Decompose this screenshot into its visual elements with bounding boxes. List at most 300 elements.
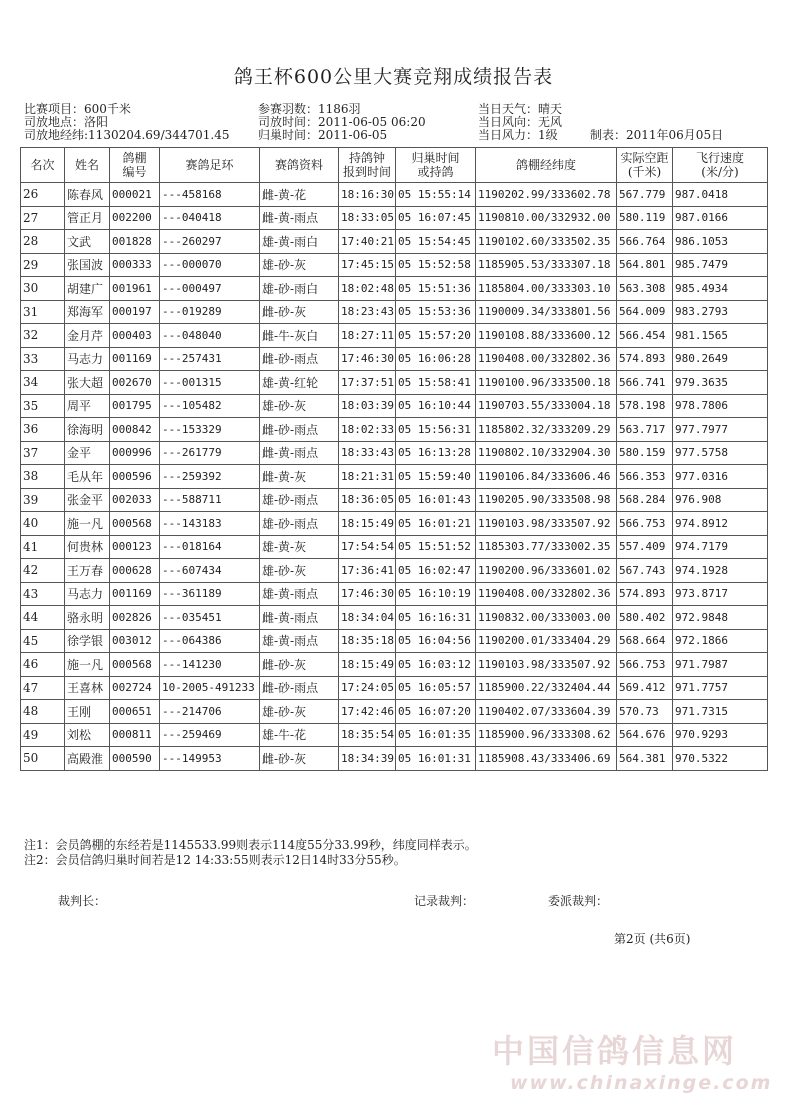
table-row (21, 559, 768, 583)
cell-pigeon-info: 雄-黄-红轮 (260, 371, 339, 395)
cell-clock-time: 17:46:30 (339, 582, 396, 606)
cell-rank: 27 (21, 206, 65, 230)
cell-loft-coords: 1190703.55/333004.18 (476, 394, 617, 418)
cell-distance: 566.454 (617, 324, 673, 348)
cell-name: 刘松 (65, 723, 110, 747)
cell-clock-time: 18:34:04 (339, 606, 396, 630)
cell-name: 文武 (65, 230, 110, 254)
cell-speed: 971.7757 (673, 676, 768, 700)
chief-judge-label: 裁判长： (58, 894, 107, 908)
race-item: 比赛项目：600千米 (24, 102, 131, 116)
table-header-row (21, 148, 768, 183)
cell-arrival: 05 16:01:43 (396, 488, 476, 512)
cell-loft-no: 001795 (110, 394, 160, 418)
cell-ring: ---153329 (160, 418, 260, 442)
cell-ring: ---105482 (160, 394, 260, 418)
cell-rank: 39 (21, 488, 65, 512)
cell-loft-no: 002724 (110, 676, 160, 700)
cell-distance: 570.73 (617, 700, 673, 724)
cell-loft-no: 000842 (110, 418, 160, 442)
note-1: 注1：会员鸽棚的东经若是1145533.99则表示114度55分33.99秒，纬度同样表示。 (24, 838, 477, 852)
cell-loft-coords: 1190832.00/333003.00 (476, 606, 617, 630)
table-row (21, 206, 768, 230)
cell-clock-time: 17:54:54 (339, 535, 396, 559)
cell-rank: 32 (21, 324, 65, 348)
cell-loft-coords: 1190102.60/333502.35 (476, 230, 617, 254)
cell-arrival: 05 16:05:57 (396, 676, 476, 700)
cell-ring: ---458168 (160, 183, 260, 207)
cell-name: 王喜林 (65, 676, 110, 700)
cell-clock-time: 18:21:31 (339, 465, 396, 489)
cell-arrival: 05 16:02:47 (396, 559, 476, 583)
cell-clock-time: 17:40:21 (339, 230, 396, 254)
header-speed: 飞行速度 (米/分) (673, 148, 768, 183)
cell-loft-no: 001169 (110, 582, 160, 606)
cell-speed: 981.1565 (673, 324, 768, 348)
cell-rank: 26 (21, 183, 65, 207)
cell-arrival: 05 15:52:58 (396, 253, 476, 277)
table-row (21, 535, 768, 559)
cell-speed: 970.9293 (673, 723, 768, 747)
return-time: 归巢时间：2011-06-05 (258, 128, 388, 142)
cell-rank: 47 (21, 676, 65, 700)
cell-speed: 983.2793 (673, 300, 768, 324)
cell-rank: 40 (21, 512, 65, 536)
cell-pigeon-info: 雄-砂-灰 (260, 253, 339, 277)
cell-distance: 557.409 (617, 535, 673, 559)
cell-speed: 987.0166 (673, 206, 768, 230)
cell-distance: 568.664 (617, 629, 673, 653)
cell-arrival: 05 16:06:28 (396, 347, 476, 371)
cell-pigeon-info: 雄-黄-雨点 (260, 629, 339, 653)
cell-arrival: 05 16:01:35 (396, 723, 476, 747)
cell-pigeon-info: 雌-砂-灰 (260, 653, 339, 677)
cell-pigeon-info: 雄-砂-雨点 (260, 512, 339, 536)
cell-distance: 566.741 (617, 371, 673, 395)
cell-rank: 35 (21, 394, 65, 418)
cell-clock-time: 18:35:18 (339, 629, 396, 653)
cell-ring: ---259469 (160, 723, 260, 747)
cell-ring: ---000497 (160, 277, 260, 301)
cell-ring: ---259392 (160, 465, 260, 489)
cell-arrival: 05 15:56:31 (396, 418, 476, 442)
cell-pigeon-info: 雌-砂-雨点 (260, 676, 339, 700)
cell-ring: ---018164 (160, 535, 260, 559)
cell-rank: 45 (21, 629, 65, 653)
cell-name: 施一凡 (65, 512, 110, 536)
cell-pigeon-info: 雄-砂-灰 (260, 559, 339, 583)
cell-name: 何贵林 (65, 535, 110, 559)
table-row (21, 512, 768, 536)
release-time: 司放时间：2011-06-05 06:20 (258, 115, 426, 129)
table-row (21, 653, 768, 677)
cell-distance: 574.893 (617, 347, 673, 371)
wind-force: 当日风力：1级 (478, 128, 558, 142)
cell-arrival: 05 16:03:12 (396, 653, 476, 677)
cell-pigeon-info: 雌-砂-雨点 (260, 347, 339, 371)
cell-name: 徐学银 (65, 629, 110, 653)
cell-speed: 971.7315 (673, 700, 768, 724)
cell-name: 马志力 (65, 582, 110, 606)
cell-distance: 563.717 (617, 418, 673, 442)
table-row (21, 347, 768, 371)
cell-clock-time: 17:24:05 (339, 676, 396, 700)
header-rank: 名次 (21, 148, 65, 183)
cell-arrival: 05 16:10:19 (396, 582, 476, 606)
table-row (21, 277, 768, 301)
cell-rank: 43 (21, 582, 65, 606)
cell-speed: 973.8717 (673, 582, 768, 606)
cell-pigeon-info: 雌-黄-雨点 (260, 441, 339, 465)
cell-clock-time: 18:02:48 (339, 277, 396, 301)
cell-speed: 974.1928 (673, 559, 768, 583)
cell-name: 管正月 (65, 206, 110, 230)
record-judge-label: 记录裁判： (414, 894, 475, 908)
cell-name: 金月芹 (65, 324, 110, 348)
cell-ring: ---260297 (160, 230, 260, 254)
cell-clock-time: 17:37:51 (339, 371, 396, 395)
cell-ring: ---040418 (160, 206, 260, 230)
cell-clock-time: 17:45:15 (339, 253, 396, 277)
cell-rank: 29 (21, 253, 65, 277)
table-row (21, 253, 768, 277)
table-row (21, 582, 768, 606)
cell-pigeon-info: 雄-砂-雨点 (260, 488, 339, 512)
cell-clock-time: 18:33:05 (339, 206, 396, 230)
cell-distance: 580.119 (617, 206, 673, 230)
cell-distance: 578.198 (617, 394, 673, 418)
table-row (21, 300, 768, 324)
cell-speed: 979.3635 (673, 371, 768, 395)
table-row (21, 629, 768, 653)
cell-speed: 978.7806 (673, 394, 768, 418)
cell-loft-no: 001961 (110, 277, 160, 301)
page-number: 第2页 (共6页) (614, 932, 691, 946)
table-row (21, 441, 768, 465)
cell-arrival: 05 15:58:41 (396, 371, 476, 395)
cell-distance: 567.779 (617, 183, 673, 207)
cell-clock-time: 18:16:30 (339, 183, 396, 207)
notes (24, 838, 477, 868)
cell-rank: 38 (21, 465, 65, 489)
cell-ring: ---149953 (160, 747, 260, 771)
cell-loft-no: 000333 (110, 253, 160, 277)
cell-ring: ---035451 (160, 606, 260, 630)
cell-pigeon-info: 雌-砂-雨点 (260, 418, 339, 442)
cell-arrival: 05 15:59:40 (396, 465, 476, 489)
cell-speed: 974.7179 (673, 535, 768, 559)
table-row (21, 676, 768, 700)
cell-loft-coords: 1190408.00/332802.36 (476, 347, 617, 371)
cell-ring: ---143183 (160, 512, 260, 536)
cell-arrival: 05 16:07:20 (396, 700, 476, 724)
cell-loft-coords: 1190108.88/333600.12 (476, 324, 617, 348)
header-name: 姓名 (65, 148, 110, 183)
header-arrival: 归巢时间 或持鸽 (396, 148, 476, 183)
cell-loft-no: 001169 (110, 347, 160, 371)
cell-rank: 28 (21, 230, 65, 254)
cell-name: 马志力 (65, 347, 110, 371)
cell-loft-coords: 1190402.07/333604.39 (476, 700, 617, 724)
cell-distance: 564.381 (617, 747, 673, 771)
cell-clock-time: 18:23:43 (339, 300, 396, 324)
cell-pigeon-info: 雄-牛-花 (260, 723, 339, 747)
cell-loft-coords: 1190408.00/332802.36 (476, 582, 617, 606)
cell-speed: 977.5758 (673, 441, 768, 465)
cell-distance: 574.893 (617, 582, 673, 606)
cell-distance: 567.743 (617, 559, 673, 583)
cell-clock-time: 17:42:46 (339, 700, 396, 724)
cell-loft-coords: 1190009.34/333801.56 (476, 300, 617, 324)
cell-pigeon-info: 雌-牛-灰白 (260, 324, 339, 348)
cell-loft-coords: 1190802.10/332904.30 (476, 441, 617, 465)
cell-arrival: 05 15:55:14 (396, 183, 476, 207)
cell-loft-no: 000021 (110, 183, 160, 207)
cell-arrival: 05 16:16:31 (396, 606, 476, 630)
cell-name: 郑海军 (65, 300, 110, 324)
cell-clock-time: 18:15:49 (339, 653, 396, 677)
cell-rank: 33 (21, 347, 65, 371)
cell-pigeon-info: 雌-黄-灰 (260, 465, 339, 489)
cell-pigeon-info: 雄-黄-灰 (260, 535, 339, 559)
table-row (21, 606, 768, 630)
cell-pigeon-info: 雌-黄-雨点 (260, 206, 339, 230)
cell-name: 高殿淮 (65, 747, 110, 771)
table-row (21, 183, 768, 207)
cell-name: 毛从年 (65, 465, 110, 489)
cell-name: 陈春风 (65, 183, 110, 207)
cell-loft-no: 000123 (110, 535, 160, 559)
cell-arrival: 05 16:13:28 (396, 441, 476, 465)
weather: 当日天气：晴天 (478, 102, 563, 116)
cell-arrival: 05 16:07:45 (396, 206, 476, 230)
cell-distance: 566.753 (617, 512, 673, 536)
cell-loft-coords: 1190810.00/332932.00 (476, 206, 617, 230)
cell-ring: ---048040 (160, 324, 260, 348)
cell-name: 施一凡 (65, 653, 110, 677)
cell-rank: 37 (21, 441, 65, 465)
table-row (21, 747, 768, 771)
cell-ring: ---001315 (160, 371, 260, 395)
cell-arrival: 05 15:51:36 (396, 277, 476, 301)
cell-loft-no: 002826 (110, 606, 160, 630)
cell-loft-no: 000197 (110, 300, 160, 324)
table-row (21, 418, 768, 442)
cell-loft-no: 002670 (110, 371, 160, 395)
cell-rank: 46 (21, 653, 65, 677)
release-coords: 司放地经纬:1130204.69/344701.45 (24, 128, 230, 142)
cell-pigeon-info: 雌-黄-雨点 (260, 606, 339, 630)
cell-speed: 980.2649 (673, 347, 768, 371)
cell-rank: 34 (21, 371, 65, 395)
cell-distance: 580.159 (617, 441, 673, 465)
cell-loft-coords: 1185908.43/333406.69 (476, 747, 617, 771)
cell-loft-coords: 1190106.84/333606.46 (476, 465, 617, 489)
cell-pigeon-info: 雄-砂-灰 (260, 700, 339, 724)
cell-name: 金平 (65, 441, 110, 465)
note-2: 注2：会员信鸽归巢时间若是12 14:33:55则表示12日14时33分55秒。 (24, 853, 406, 867)
cell-rank: 42 (21, 559, 65, 583)
cell-name: 张金平 (65, 488, 110, 512)
cell-ring: ---257431 (160, 347, 260, 371)
cell-name: 张国波 (65, 253, 110, 277)
cell-loft-no: 000811 (110, 723, 160, 747)
cell-loft-coords: 1190200.01/333404.29 (476, 629, 617, 653)
cell-loft-coords: 1190200.96/333601.02 (476, 559, 617, 583)
header-clock-time: 持鸽钟 报到时间 (339, 148, 396, 183)
table-row (21, 465, 768, 489)
cell-loft-coords: 1190103.98/333507.92 (476, 512, 617, 536)
cell-rank: 41 (21, 535, 65, 559)
dispatch-judge-label: 委派裁判： (548, 894, 609, 908)
header-ring: 赛鸽足环 (160, 148, 260, 183)
cell-loft-coords: 1185802.32/333209.29 (476, 418, 617, 442)
cell-loft-no: 000568 (110, 512, 160, 536)
cell-distance: 566.353 (617, 465, 673, 489)
cell-distance: 566.764 (617, 230, 673, 254)
cell-loft-coords: 1190202.99/333602.78 (476, 183, 617, 207)
cell-speed: 987.0418 (673, 183, 768, 207)
cell-distance: 564.676 (617, 723, 673, 747)
cell-arrival: 05 15:53:36 (396, 300, 476, 324)
cell-arrival: 05 15:51:52 (396, 535, 476, 559)
cell-distance: 564.009 (617, 300, 673, 324)
cell-speed: 985.4934 (673, 277, 768, 301)
cell-clock-time: 18:36:05 (339, 488, 396, 512)
cell-speed: 976.908 (673, 488, 768, 512)
cell-speed: 972.9848 (673, 606, 768, 630)
cell-loft-coords: 1190100.96/333500.18 (476, 371, 617, 395)
table-row (21, 723, 768, 747)
cell-pigeon-info: 雌-砂-灰 (260, 300, 339, 324)
cell-arrival: 05 16:04:56 (396, 629, 476, 653)
cell-arrival: 05 16:01:31 (396, 747, 476, 771)
cell-name: 骆永明 (65, 606, 110, 630)
cell-rank: 30 (21, 277, 65, 301)
cell-loft-coords: 1190205.90/333508.98 (476, 488, 617, 512)
cell-rank: 48 (21, 700, 65, 724)
cell-loft-no: 003012 (110, 629, 160, 653)
cell-ring: 10-2005-491233 (160, 676, 260, 700)
cell-distance: 580.402 (617, 606, 673, 630)
cell-distance: 569.412 (617, 676, 673, 700)
cell-distance: 563.308 (617, 277, 673, 301)
cell-pigeon-info: 雄-黄-雨点 (260, 582, 339, 606)
cell-pigeon-info: 雄-砂-雨白 (260, 277, 339, 301)
cell-loft-no: 000651 (110, 700, 160, 724)
cell-clock-time: 18:02:33 (339, 418, 396, 442)
cell-speed: 970.5322 (673, 747, 768, 771)
cell-rank: 50 (21, 747, 65, 771)
cell-pigeon-info: 雄-砂-灰 (260, 394, 339, 418)
cell-ring: ---214706 (160, 700, 260, 724)
cell-name: 王万春 (65, 559, 110, 583)
cell-loft-no: 002200 (110, 206, 160, 230)
table-row (21, 488, 768, 512)
cell-arrival: 05 15:54:45 (396, 230, 476, 254)
header-loft-coords: 鸽棚经纬度 (476, 148, 617, 183)
header-pigeon-info: 赛鸽资料 (260, 148, 339, 183)
cell-speed: 974.8912 (673, 512, 768, 536)
report-title: 鸽王杯600公里大赛竞翔成绩报告表 (233, 66, 554, 88)
watermark-url: www.chinaxinge.com (510, 1072, 773, 1094)
entries-count: 参赛羽数：1186羽 (258, 102, 361, 116)
watermark-cn: 中国信鸽信息网 (492, 1032, 738, 1070)
cell-rank: 36 (21, 418, 65, 442)
cell-name: 张大超 (65, 371, 110, 395)
cell-loft-no: 000996 (110, 441, 160, 465)
cell-loft-coords: 1185900.22/332404.44 (476, 676, 617, 700)
cell-speed: 986.1053 (673, 230, 768, 254)
cell-distance: 564.801 (617, 253, 673, 277)
cell-loft-coords: 1185804.00/333303.10 (476, 277, 617, 301)
cell-rank: 31 (21, 300, 65, 324)
cell-loft-no: 000590 (110, 747, 160, 771)
cell-ring: ---141230 (160, 653, 260, 677)
cell-rank: 44 (21, 606, 65, 630)
cell-clock-time: 18:35:54 (339, 723, 396, 747)
cell-loft-coords: 1185303.77/333002.35 (476, 535, 617, 559)
table-row (21, 394, 768, 418)
cell-pigeon-info: 雄-黄-雨白 (260, 230, 339, 254)
wind-direction: 当日风向：无风 (478, 115, 563, 129)
table-row (21, 230, 768, 254)
cell-loft-coords: 1185900.96/333308.62 (476, 723, 617, 747)
cell-clock-time: 18:34:39 (339, 747, 396, 771)
table-row (21, 371, 768, 395)
cell-rank: 49 (21, 723, 65, 747)
cell-clock-time: 18:33:43 (339, 441, 396, 465)
cell-clock-time: 17:36:41 (339, 559, 396, 583)
cell-loft-coords: 1190103.98/333507.92 (476, 653, 617, 677)
cell-arrival: 05 15:57:20 (396, 324, 476, 348)
header-loft-no: 鸽棚 编号 (110, 148, 160, 183)
cell-distance: 566.753 (617, 653, 673, 677)
table-row (21, 324, 768, 348)
cell-loft-no: 000568 (110, 653, 160, 677)
cell-speed: 971.7987 (673, 653, 768, 677)
cell-speed: 977.7977 (673, 418, 768, 442)
cell-ring: ---361189 (160, 582, 260, 606)
cell-ring: ---000070 (160, 253, 260, 277)
cell-ring: ---588711 (160, 488, 260, 512)
cell-loft-no: 002033 (110, 488, 160, 512)
cell-name: 周平 (65, 394, 110, 418)
table-row (21, 700, 768, 724)
made-date: 制表：2011年06月05日 (590, 128, 724, 142)
cell-clock-time: 18:03:39 (339, 394, 396, 418)
cell-clock-time: 18:27:11 (339, 324, 396, 348)
cell-loft-no: 000628 (110, 559, 160, 583)
cell-name: 王刚 (65, 700, 110, 724)
cell-ring: ---019289 (160, 300, 260, 324)
cell-speed: 977.0316 (673, 465, 768, 489)
cell-loft-no: 000403 (110, 324, 160, 348)
cell-clock-time: 17:46:30 (339, 347, 396, 371)
cell-arrival: 05 16:01:21 (396, 512, 476, 536)
cell-clock-time: 18:15:49 (339, 512, 396, 536)
header-distance: 实际空距 (千米) (617, 148, 673, 183)
cell-loft-no: 000596 (110, 465, 160, 489)
cell-name: 胡建广 (65, 277, 110, 301)
cell-ring: ---261779 (160, 441, 260, 465)
cell-pigeon-info: 雌-砂-灰 (260, 747, 339, 771)
cell-distance: 568.284 (617, 488, 673, 512)
cell-ring: ---064386 (160, 629, 260, 653)
cell-pigeon-info: 雌-黄-花 (260, 183, 339, 207)
cell-loft-no: 001828 (110, 230, 160, 254)
release-place: 司放地点：洛阳 (24, 115, 109, 129)
